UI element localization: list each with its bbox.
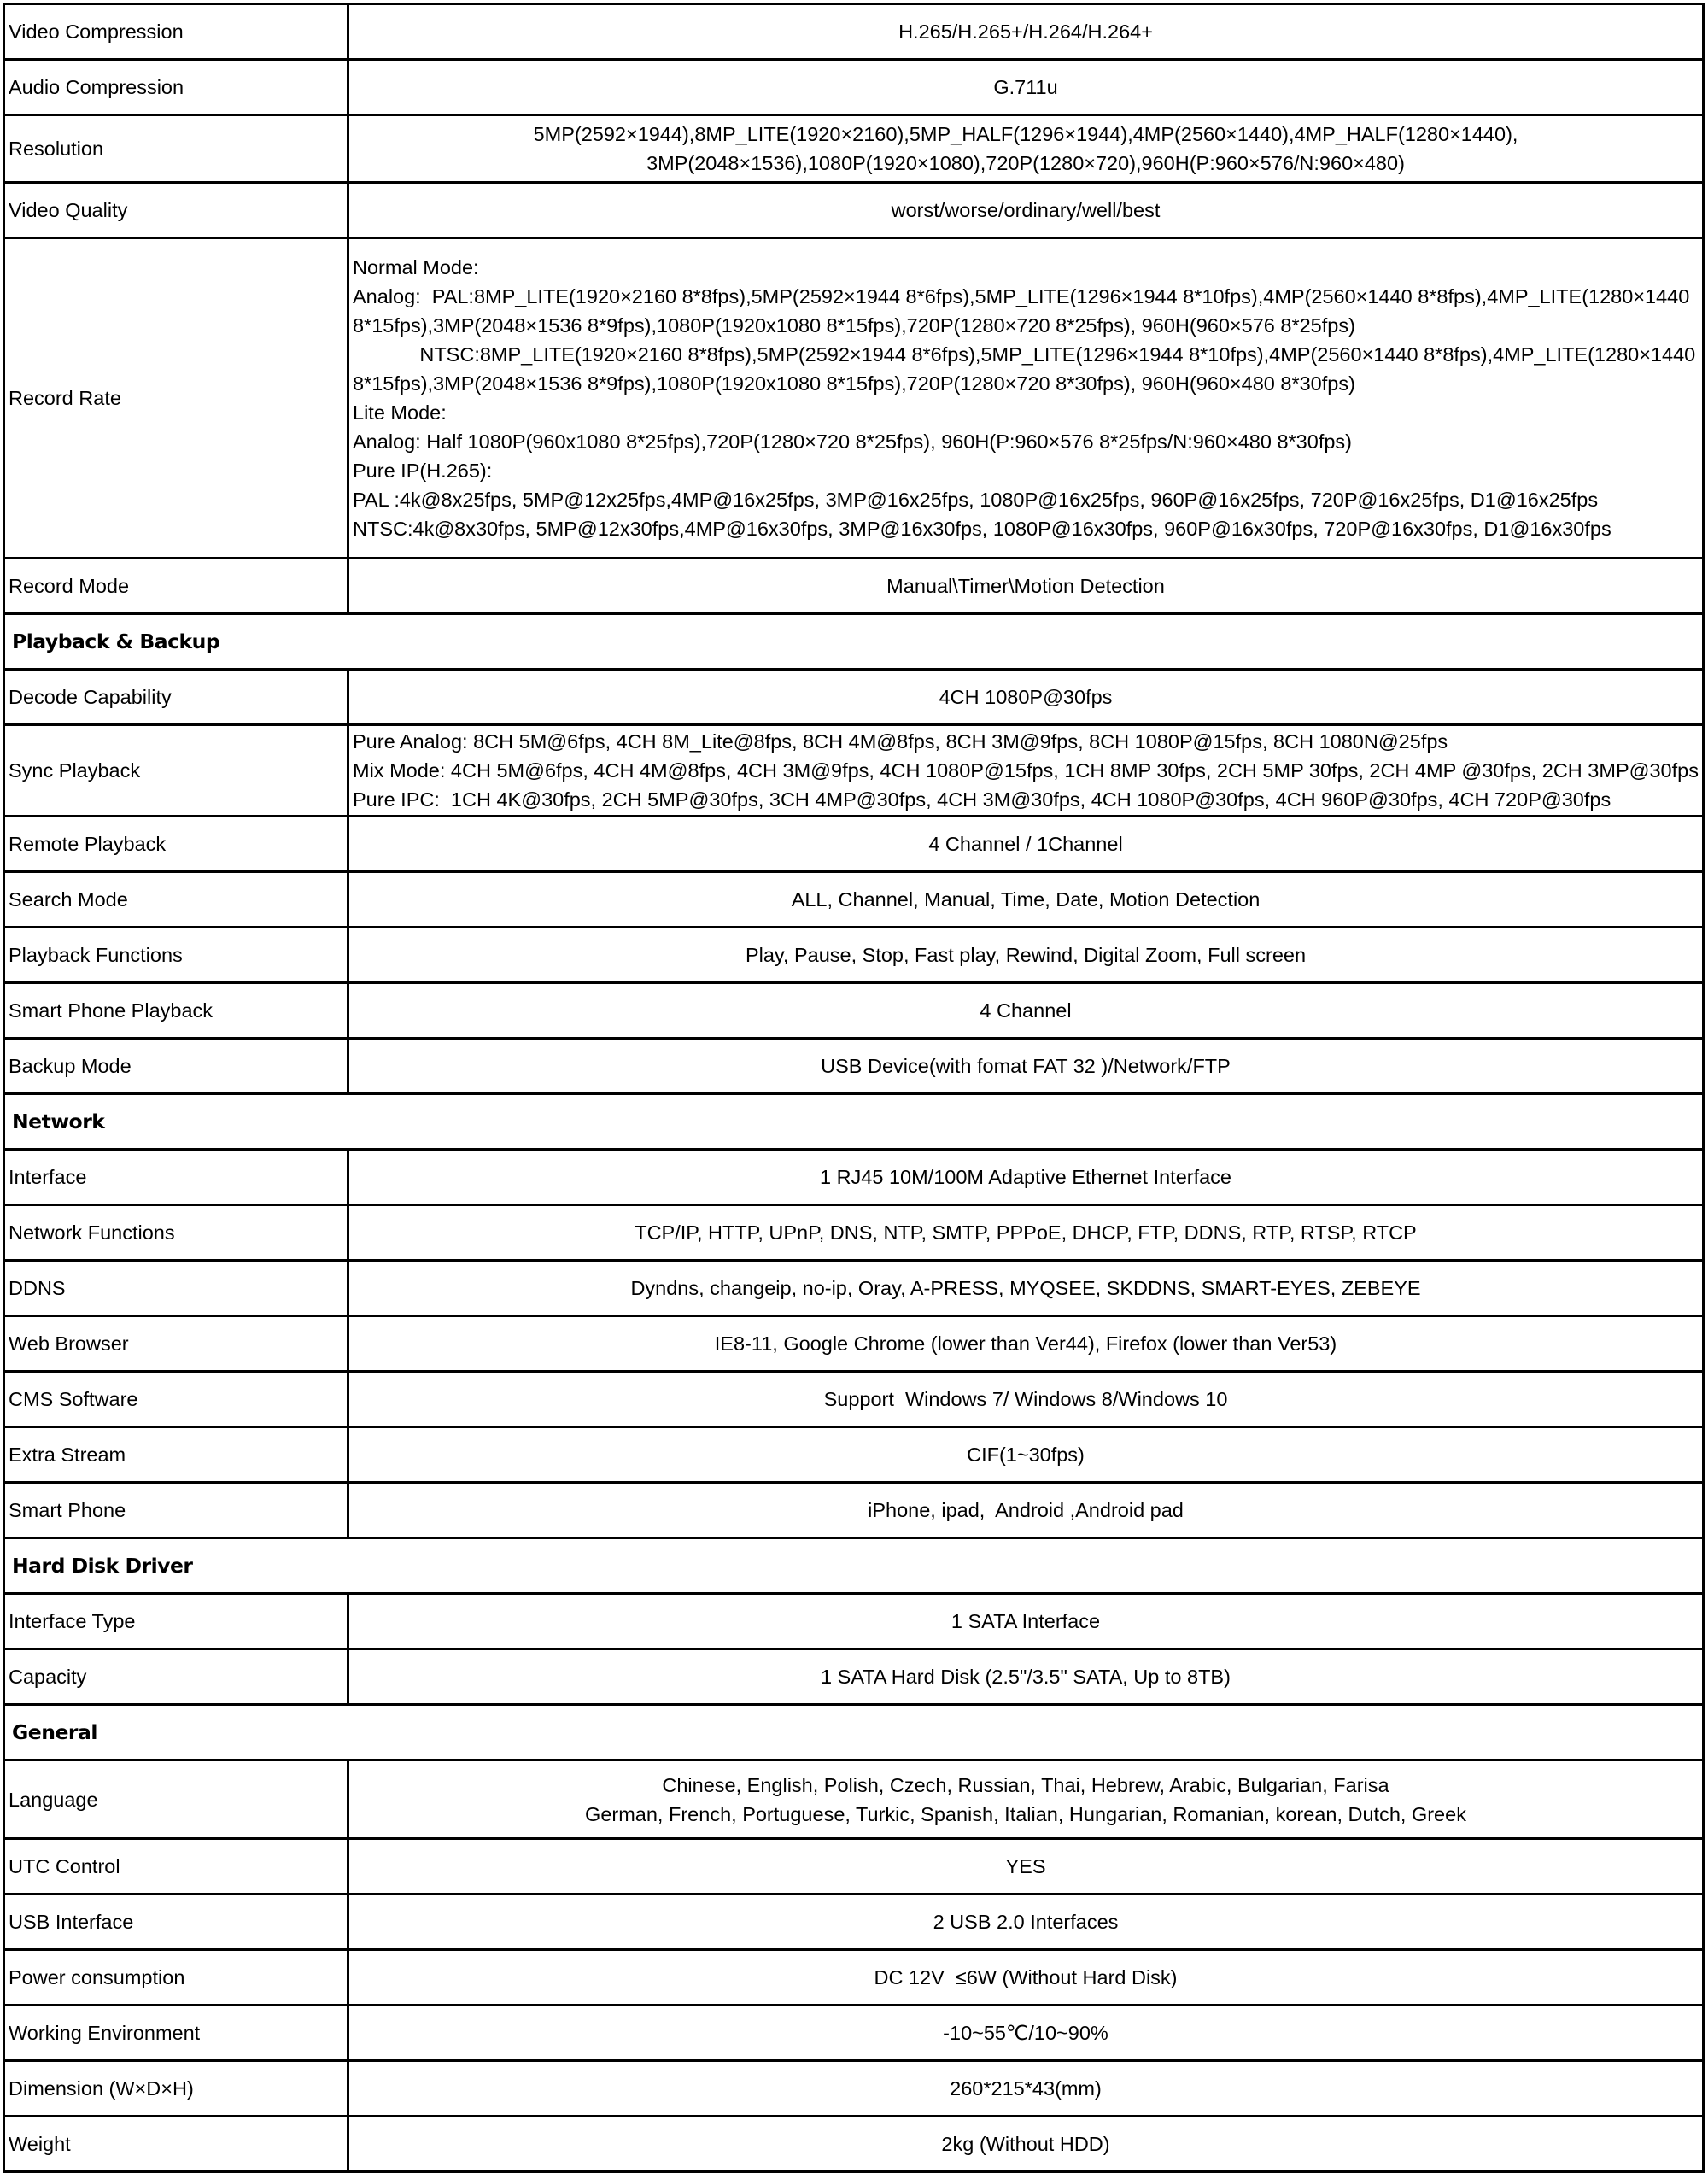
spec-value [348, 1427, 1704, 1483]
spec-row-decode-capability [4, 670, 1704, 725]
section-heading: Network [4, 1094, 1704, 1150]
spec-value [348, 115, 1704, 183]
spec-value-line: ALL, Channel, Manual, Time, Date, Motion Detection [791, 888, 1261, 911]
spec-label: Interface Type [4, 1594, 348, 1649]
spec-label: Working Environment [4, 2006, 348, 2061]
spec-value-line: 1 RJ45 10M/100M Adaptive Ethernet Interface [819, 1166, 1232, 1188]
spec-row-smart-phone [4, 1483, 1704, 1538]
spec-label: Smart Phone [4, 1483, 348, 1538]
spec-label: Sync Playback [4, 725, 348, 817]
spec-value-line: H.265/H.265+/H.264/H.264+ [898, 20, 1153, 43]
spec-value-line: Manual\Timer\Motion Detection [886, 575, 1165, 597]
spec-row-record-rate [4, 238, 1704, 559]
section-row-network [4, 1094, 1704, 1150]
spec-value-line: Pure Analog: 8CH 5M@6fps, 4CH 8M_Lite@8fps, 8CH 4M@8fps, 8CH 3M@9fps, 8CH 1080P@15fps, 8CH 1080N@25fps [353, 730, 1448, 753]
spec-value-line: G.711u [993, 76, 1058, 98]
spec-value [348, 1483, 1704, 1538]
spec-value [348, 1760, 1704, 1839]
spec-row-record-mode [4, 559, 1704, 614]
spec-row-dimension-w-d-h [4, 2061, 1704, 2117]
spec-value-line: YES [1005, 1855, 1046, 1877]
spec-row-extra-stream [4, 1427, 1704, 1483]
spec-value [348, 1950, 1704, 2006]
spec-row-utc-control [4, 1839, 1704, 1895]
spec-value-line: NTSC:8MP_LITE(1920×2160 8*8fps),5MP(2592×1944 8*6fps),5MP_LITE(1296×1944 8*10fps),4MP(2560×1440 8*8fps),4MP_LITE(1280×1440 8*15fps),3MP(2048×1536 8*9fps),1080P(1920x1080 8*15fps),720P(1280×720 8*30fps), 960H(960×480 8*30fps) [353, 343, 1701, 395]
spec-row-search-mode [4, 872, 1704, 928]
spec-value-line: Pure IPC: 1CH 4K@30fps, 2CH 5MP@30fps, 3CH 4MP@30fps, 4CH 3M@30fps, 4CH 1080P@30fps, 4CH 960P@30fps, 4CH 720P@30fps [353, 788, 1611, 811]
spec-value-line: 3MP(2048×1536),1080P(1920×1080),720P(1280×720),960H(P:960×576/N:960×480) [646, 152, 1405, 174]
spec-value-line: 4 Channel [980, 999, 1072, 1022]
spec-value-line: 4CH 1080P@30fps [939, 686, 1113, 708]
spec-value [348, 1316, 1704, 1372]
spec-value [348, 183, 1704, 238]
spec-value [348, 1895, 1704, 1950]
section-row-playback-backup [4, 614, 1704, 670]
spec-value-line: DC 12V ≤6W (Without Hard Disk) [874, 1966, 1178, 1988]
spec-value-line: German, French, Portuguese, Turkic, Spanish, Italian, Hungarian, Romanian, korean, Dutch, Greek [585, 1802, 1466, 1825]
spec-value [348, 928, 1704, 983]
spec-value [348, 60, 1704, 115]
spec-label: CMS Software [4, 1372, 348, 1427]
spec-label: Extra Stream [4, 1427, 348, 1483]
spec-row-video-compression [4, 4, 1704, 60]
spec-row-cms-software [4, 1372, 1704, 1427]
spec-value-line: Analog: PAL:8MP_LITE(1920×2160 8*8fps),5MP(2592×1944 8*6fps),5MP_LITE(1296×1944 8*10fps),4MP(2560×1440 8*8fps),4MP_LITE(1280×1440 8*15fps),3MP(2048×1536 8*9fps),1080P(1920x1080 8*15fps),720P(1280×720 8*25fps), 960H(960×576 8*25fps) [353, 285, 1695, 337]
spec-row-usb-interface [4, 1895, 1704, 1950]
spec-label: Search Mode [4, 872, 348, 928]
spec-value-line: -10~55℃/10~90% [943, 2022, 1108, 2044]
spec-value [348, 1839, 1704, 1895]
spec-label: Smart Phone Playback [4, 983, 348, 1039]
section-row-general [4, 1705, 1704, 1760]
spec-value-line: Analog: Half 1080P(960x1080 8*25fps),720P(1280×720 8*25fps), 960H(P:960×576 8*25fps/N:960×480 8*30fps) [353, 430, 1352, 453]
spec-row-weight [4, 2117, 1704, 2172]
spec-value [348, 1261, 1704, 1316]
spec-label: Network Functions [4, 1205, 348, 1261]
spec-row-interface-type [4, 1594, 1704, 1649]
spec-value [348, 1372, 1704, 1427]
spec-value-line: USB Device(with fomat FAT 32 )/Network/FTP [821, 1055, 1231, 1077]
spec-row-backup-mode [4, 1039, 1704, 1094]
spec-row-capacity [4, 1649, 1704, 1705]
spec-value [348, 1594, 1704, 1649]
spec-value [348, 725, 1704, 817]
spec-label: Capacity [4, 1649, 348, 1705]
spec-row-remote-playback [4, 817, 1704, 872]
spec-label: Power consumption [4, 1950, 348, 2006]
spec-value [348, 2117, 1704, 2172]
spec-table [3, 3, 1705, 2173]
spec-value [348, 817, 1704, 872]
spec-value [348, 1649, 1704, 1705]
spec-value-line: 1 SATA Interface [951, 1610, 1101, 1632]
spec-value [348, 4, 1704, 60]
spec-label: Language [4, 1760, 348, 1839]
spec-label: Remote Playback [4, 817, 348, 872]
spec-row-network-functions [4, 1205, 1704, 1261]
spec-value [348, 983, 1704, 1039]
spec-value-line: NTSC:4k@8x30fps, 5MP@12x30fps,4MP@16x30fps, 3MP@16x30fps, 1080P@16x30fps, 960P@16x30fps, 720P@16x30fps, D1@16x30fps [353, 518, 1611, 540]
spec-value [348, 1150, 1704, 1205]
spec-row-interface [4, 1150, 1704, 1205]
section-row-hard-disk-driver [4, 1538, 1704, 1594]
spec-value-line: 1 SATA Hard Disk (2.5"/3.5" SATA, Up to 8TB) [821, 1666, 1231, 1688]
spec-label: Web Browser [4, 1316, 348, 1372]
spec-row-audio-compression [4, 60, 1704, 115]
spec-label: UTC Control [4, 1839, 348, 1895]
spec-label: Record Rate [4, 238, 348, 559]
spec-value-line: 2kg (Without HDD) [941, 2133, 1110, 2155]
spec-row-sync-playback [4, 725, 1704, 817]
spec-label: Interface [4, 1150, 348, 1205]
spec-value-line: 5MP(2592×1944),8MP_LITE(1920×2160),5MP_HALF(1296×1944),4MP(2560×1440),4MP_HALF(1280×1440), [533, 123, 1518, 145]
spec-label: Record Mode [4, 559, 348, 614]
spec-row-web-browser [4, 1316, 1704, 1372]
spec-value-line: Mix Mode: 4CH 5M@6fps, 4CH 4M@8fps, 4CH 3M@9fps, 4CH 1080P@15fps, 1CH 8MP 30fps, 2CH 5MP 30fps, 2CH 4MP @30fps, 2CH 3MP@30fps [353, 759, 1699, 782]
spec-value [348, 2061, 1704, 2117]
spec-value-line: Normal Mode: [353, 256, 479, 278]
spec-label: Video Compression [4, 4, 348, 60]
spec-value-line: Play, Pause, Stop, Fast play, Rewind, Digital Zoom, Full screen [745, 944, 1307, 966]
spec-row-video-quality [4, 183, 1704, 238]
spec-value [348, 238, 1704, 559]
spec-label: Weight [4, 2117, 348, 2172]
spec-value-line: 260*215*43(mm) [950, 2077, 1102, 2100]
spec-value-line: Pure IP(H.265): [353, 460, 493, 482]
section-heading: Playback & Backup [4, 614, 1704, 670]
spec-label: Audio Compression [4, 60, 348, 115]
spec-row-language [4, 1760, 1704, 1839]
spec-row-smart-phone-playback [4, 983, 1704, 1039]
spec-value-line: 2 USB 2.0 Interfaces [933, 1911, 1119, 1933]
spec-value [348, 559, 1704, 614]
spec-value-line: PAL :4k@8x25fps, 5MP@12x25fps,4MP@16x25fps, 3MP@16x25fps, 1080P@16x25fps, 960P@16x25fps, 720P@16x25fps, D1@16x25fps [353, 489, 1599, 511]
spec-value [348, 1039, 1704, 1094]
section-heading: General [4, 1705, 1704, 1760]
spec-label: Decode Capability [4, 670, 348, 725]
spec-label: Video Quality [4, 183, 348, 238]
spec-label: Resolution [4, 115, 348, 183]
spec-value-line: iPhone, ipad, Android ,Android pad [868, 1499, 1184, 1521]
spec-value [348, 670, 1704, 725]
spec-value-line: Dyndns, changeip, no-ip, Oray, A-PRESS, MYQSEE, SKDDNS, SMART-EYES, ZEBEYE [630, 1277, 1421, 1299]
spec-value [348, 1205, 1704, 1261]
spec-row-power-consumption [4, 1950, 1704, 2006]
spec-label: Dimension (W×D×H) [4, 2061, 348, 2117]
spec-row-ddns [4, 1261, 1704, 1316]
spec-value-line: Chinese, English, Polish, Czech, Russian, Thai, Hebrew, Arabic, Bulgarian, Farisa [662, 1773, 1389, 1796]
spec-value-line: IE8-11, Google Chrome (lower than Ver44), Firefox (lower than Ver53) [714, 1332, 1337, 1355]
spec-value-line: Lite Mode: [353, 401, 447, 424]
spec-label: DDNS [4, 1261, 348, 1316]
spec-row-playback-functions [4, 928, 1704, 983]
section-heading: Hard Disk Driver [4, 1538, 1704, 1594]
spec-value [348, 2006, 1704, 2061]
spec-label: Backup Mode [4, 1039, 348, 1094]
spec-table-body [4, 4, 1704, 2172]
spec-value-line: TCP/IP, HTTP, UPnP, DNS, NTP, SMTP, PPPoE, DHCP, FTP, DDNS, RTP, RTSP, RTCP [635, 1221, 1417, 1244]
spec-value-line: 4 Channel / 1Channel [928, 833, 1123, 855]
spec-row-resolution [4, 115, 1704, 183]
spec-label: Playback Functions [4, 928, 348, 983]
spec-value-line: worst/worse/ordinary/well/best [891, 199, 1161, 221]
spec-row-working-environment [4, 2006, 1704, 2061]
spec-value [348, 872, 1704, 928]
spec-value-line: CIF(1~30fps) [967, 1444, 1085, 1466]
spec-label: USB Interface [4, 1895, 348, 1950]
spec-value-line: Support Windows 7/ Windows 8/Windows 10 [823, 1388, 1228, 1410]
